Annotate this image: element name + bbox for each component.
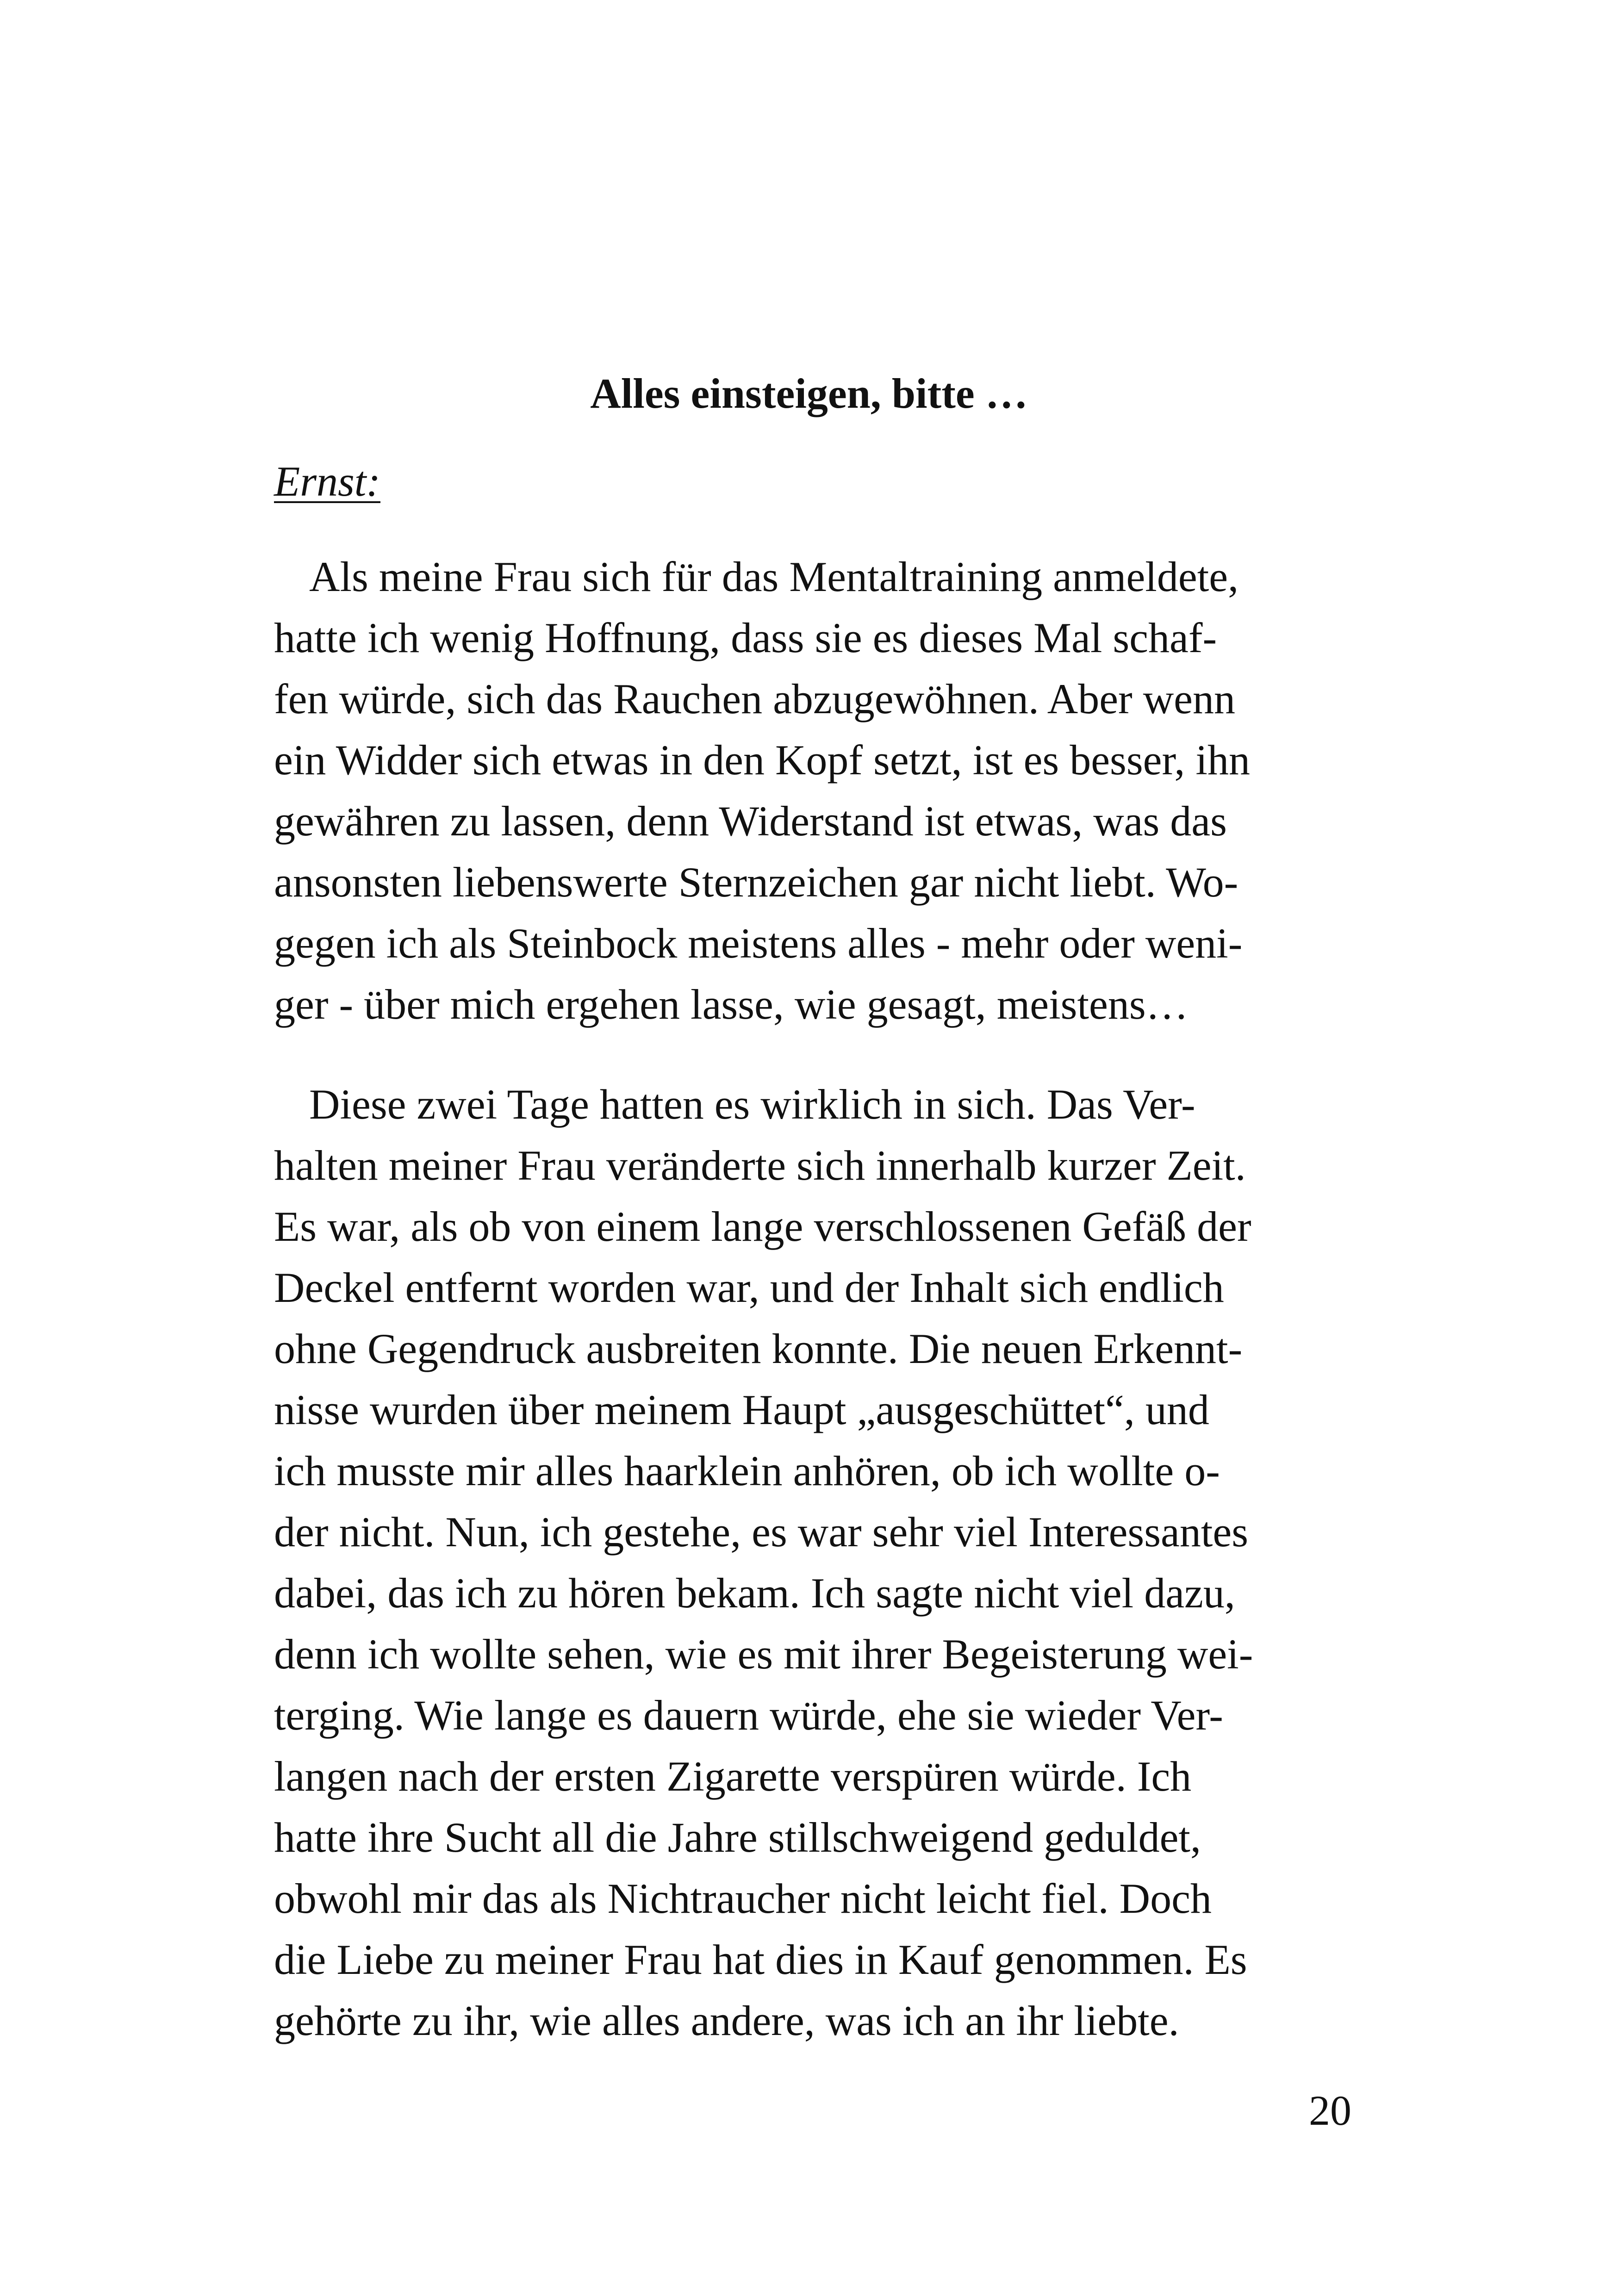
text-line: hatte ich wenig Hoffnung, dass sie es dieses Mal schaf- <box>274 614 1217 661</box>
text-line: ein Widder sich etwas in den Kopf setzt, ist es besser, ihn <box>274 736 1250 784</box>
text-line: ohne Gegendruck ausbreiten konnte. Die neuen Erkennt- <box>274 1325 1243 1372</box>
text-line: ansonsten liebenswerte Sternzeichen gar nicht liebt. Wo- <box>274 859 1238 906</box>
text-line: ger - über mich ergehen lasse, wie gesagt, meistens… <box>274 981 1189 1028</box>
page-number: 20 <box>1309 2087 1351 2134</box>
text-line: Als meine Frau sich für das Mentaltraining anmeldete, <box>309 553 1239 600</box>
text-line: terging. Wie lange es dauern würde, ehe sie wieder Ver- <box>274 1692 1223 1739</box>
text-line: gewähren zu lassen, denn Widerstand ist etwas, was das <box>274 797 1227 845</box>
chapter-title: Alles einsteigen, bitte … <box>590 370 1028 417</box>
text-line: dabei, das ich zu hören bekam. Ich sagte nicht viel dazu, <box>274 1569 1235 1617</box>
text-line: die Liebe zu meiner Frau hat dies in Kauf genommen. Es <box>274 1936 1247 1983</box>
text-line: halten meiner Frau veränderte sich innerhalb kurzer Zeit. <box>274 1142 1246 1189</box>
text-line: Deckel entfernt worden war, und der Inhalt sich endlich <box>274 1264 1224 1311</box>
paragraph-1 <box>274 546 1250 1035</box>
text-line: langen nach der ersten Zigarette verspüren würde. Ich <box>274 1753 1192 1800</box>
text-line: fen würde, sich das Rauchen abzugewöhnen. Aber wenn <box>274 675 1235 722</box>
text-line: Diese zwei Tage hatten es wirklich in sich. Das Ver- <box>309 1081 1195 1128</box>
text-line: nisse wurden über meinem Haupt „ausgeschüttet“, und <box>274 1386 1209 1433</box>
text-line: hatte ihre Sucht all die Jahre stillschweigend geduldet, <box>274 1814 1201 1861</box>
text-line: denn ich wollte sehen, wie es mit ihrer Begeisterung wei- <box>274 1630 1253 1678</box>
speaker-name: Ernst: <box>274 458 380 505</box>
text-line: Es war, als ob von einem lange verschlossenen Gefäß der <box>274 1203 1251 1250</box>
text-line: gegen ich als Steinbock meistens alles - mehr oder weni- <box>274 920 1243 967</box>
text-line: obwohl mir das als Nichtraucher nicht leicht fiel. Doch <box>274 1875 1212 1922</box>
paragraph-2 <box>274 1074 1253 2051</box>
text-line: ich musste mir alles haarklein anhören, ob ich wollte o- <box>274 1447 1220 1494</box>
text-line: gehörte zu ihr, wie alles andere, was ich an ihr liebte. <box>274 1997 1179 2044</box>
text-line: der nicht. Nun, ich gestehe, es war sehr viel Interessantes <box>274 1508 1249 1556</box>
